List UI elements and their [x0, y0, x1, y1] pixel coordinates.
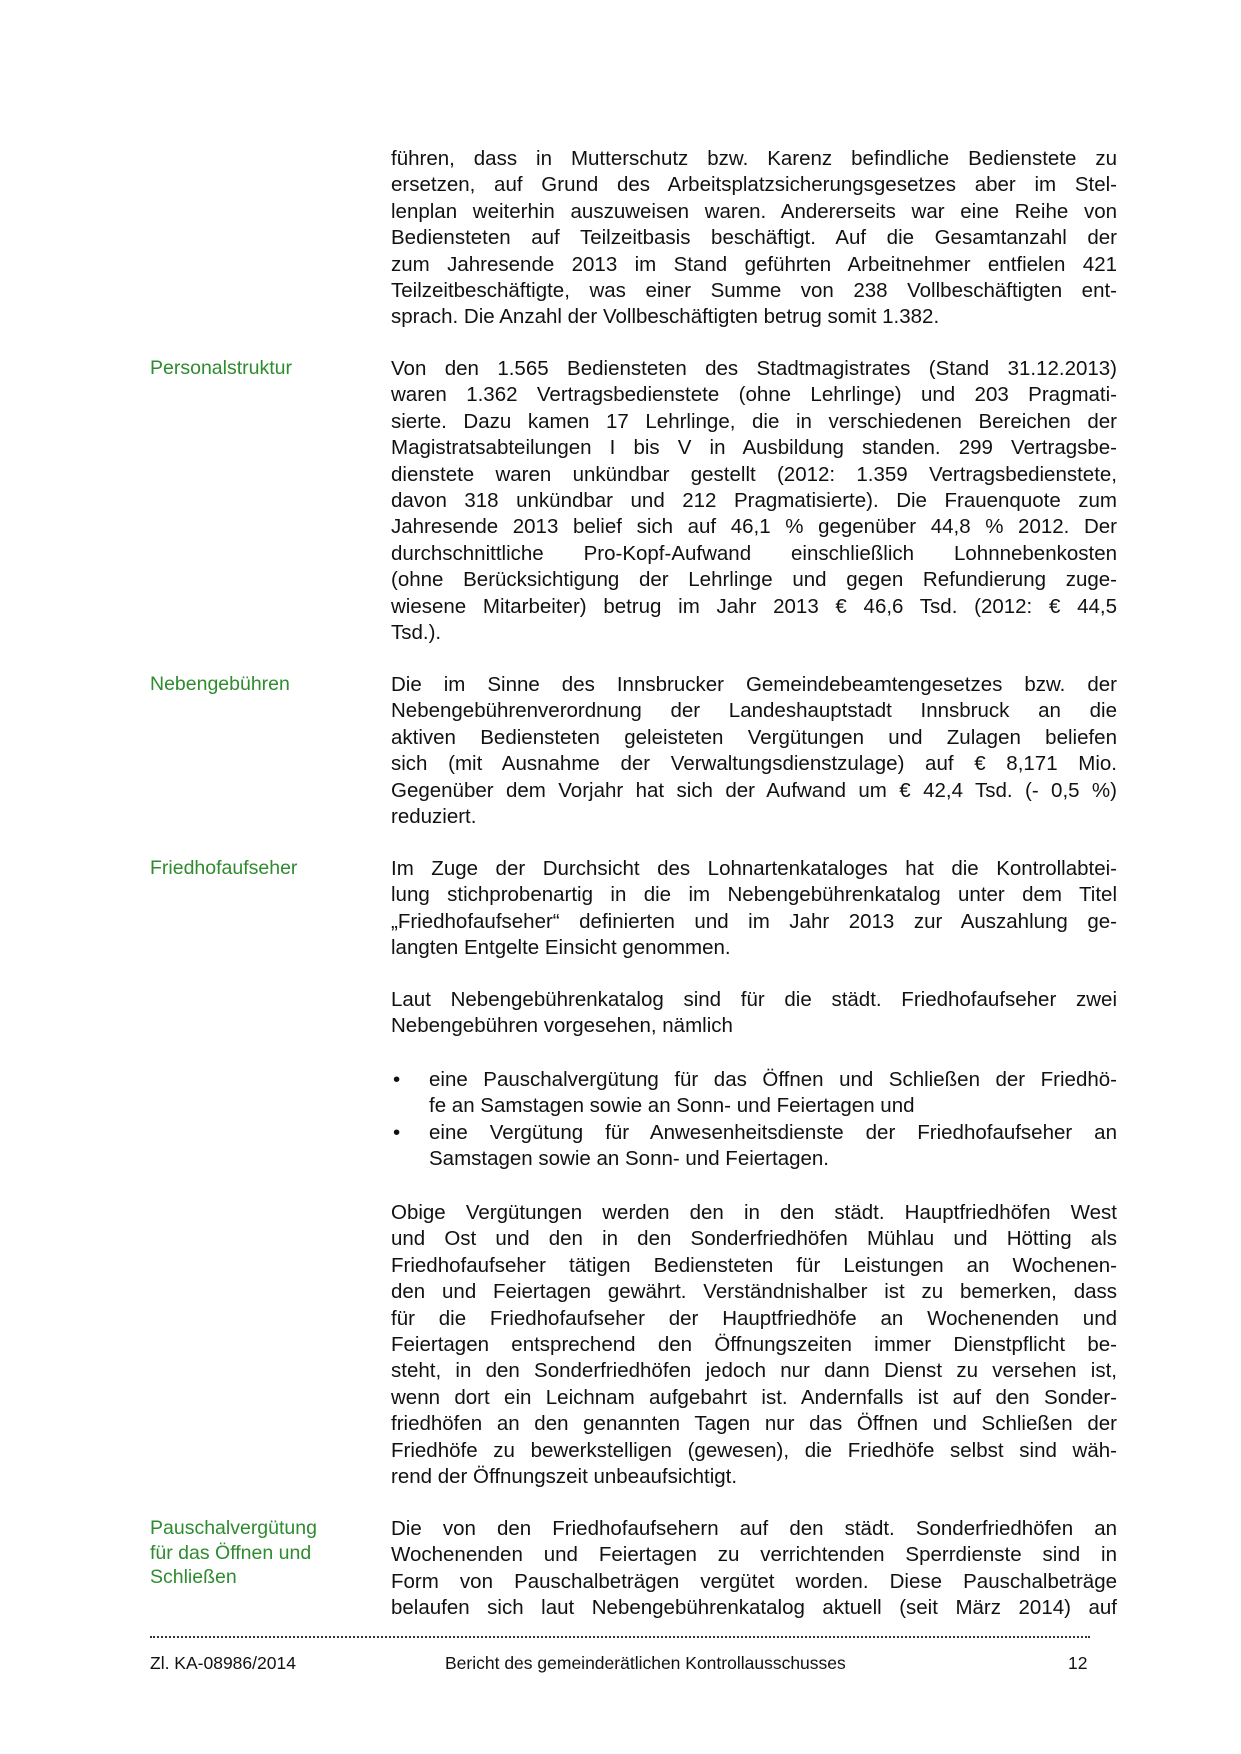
- text-line: Jahresende 2013 belief sich auf 46,1 % gegenüber 44,8 % 2012. Der: [391, 515, 1117, 539]
- side-label-line: für das Öffnen und: [150, 1541, 312, 1564]
- list-item: [391, 1120, 1117, 1173]
- text-line: wiesene Mitarbeiter) betrug im Jahr 2013 € 46,6 Tsd. (2012: € 44,5: [391, 594, 1117, 618]
- text-line: Samstagen sowie an Sonn- und Feiertagen.: [429, 1147, 830, 1171]
- text-line: Die im Sinne des Innsbrucker Gemeindebeamtengesetzes bzw. der: [391, 673, 1117, 696]
- bullet-list: [391, 1067, 1117, 1173]
- text-line: durchschnittliche Pro-Kopf-Aufwand einschließlich Lohnnebenkosten: [391, 541, 1117, 565]
- text-line: belaufen sich laut Nebengebührenkatalog aktuell (seit März 2014) auf: [391, 1596, 1117, 1620]
- side-label-nebengebuehren: Nebengebühren: [150, 673, 290, 695]
- text-line: und Ost und den in den Sonderfriedhöfen Mühlau und Hötting als: [391, 1227, 1117, 1251]
- text-line: Bediensteten auf Teilzeitbasis beschäftigt. Auf die Gesamtanzahl der: [391, 226, 1117, 250]
- text-line: fe an Samstagen sowie an Sonn- und Feiertagen und: [429, 1094, 915, 1118]
- text-line: eine Vergütung für Anwesenheitsdienste der Friedhofaufseher an: [429, 1120, 1117, 1144]
- list-item: [391, 1067, 1117, 1120]
- text-line: steht, in den Sonderfriedhöfen jedoch nur dann Dienst zu versehen ist,: [391, 1359, 1117, 1383]
- text-line: Die von den Friedhofaufsehern auf den städt. Sonderfriedhöfen an: [391, 1517, 1117, 1540]
- bullet-icon: •: [393, 1120, 401, 1144]
- paragraph-personalstruktur: [391, 356, 1117, 646]
- text-line: Magistratsabteilungen I bis V in Ausbildung standen. 299 Vertragsbe-: [391, 436, 1117, 460]
- text-line: für die Friedhofaufseher der Hauptfriedhöfe an Wochenenden und: [391, 1306, 1117, 1330]
- text-line: zum Jahresende 2013 im Stand geführten Arbeitnehmer entfielen 421: [391, 252, 1117, 276]
- side-label-pauschalverguetung: [150, 1516, 350, 1590]
- page-number: 12: [1068, 1653, 1088, 1673]
- text-line: „Friedhofaufseher“ definierten und im Jahr 2013 zur Auszahlung ge-: [391, 909, 1117, 933]
- text-line: friedhöfen an den genannten Tagen nur das Öffnen und Schließen der: [391, 1412, 1117, 1436]
- text-line: rend der Öffnungszeit unbeaufsichtigt.: [391, 1465, 738, 1489]
- paragraph-friedhofaufseher-3: [391, 1200, 1117, 1490]
- text-line: wenn dort ein Leichnam aufgebahrt ist. Andernfalls ist auf den Sonder-: [391, 1385, 1117, 1409]
- text-line: dienstete waren unkündbar gestellt (2012: 1.359 Vertragsbedienstete,: [391, 462, 1117, 486]
- text-line: Nebengebührenverordnung der Landeshauptstadt Innsbruck an die: [391, 699, 1117, 723]
- text-line: Tsd.).: [391, 621, 442, 645]
- text-line: Teilzeitbeschäftigte, was einer Summe von 238 Vollbeschäftigten ent-: [391, 279, 1117, 303]
- footer-title: Bericht des gemeinderätlichen Kontrollausschusses: [445, 1653, 846, 1673]
- text-line: (ohne Berücksichtigung der Lehrlinge und gegen Refundierung zuge-: [391, 568, 1117, 592]
- text-line: Im Zuge der Durchsicht des Lohnartenkataloges hat die Kontrollabtei-: [391, 857, 1117, 880]
- text-line: ersetzen, auf Grund des Arbeitsplatzsicherungsgesetzes aber im Stel-: [391, 173, 1117, 197]
- side-label-friedhofaufseher: Friedhofaufseher: [150, 857, 298, 879]
- text-line: davon 318 unkündbar und 212 Pragmatisierte). Die Frauenquote zum: [391, 489, 1117, 513]
- paragraph-friedhofaufseher-2: [391, 987, 1117, 1040]
- text-line: Obige Vergütungen werden den in den städt. Hauptfriedhöfen West: [391, 1201, 1117, 1224]
- text-line: Form von Pauschalbeträgen vergütet worden. Diese Pauschalbeträge: [391, 1569, 1117, 1593]
- text-line: sich (mit Ausnahme der Verwaltungsdienstzulage) auf € 8,171 Mio.: [391, 752, 1117, 776]
- text-line: Von den 1.565 Bediensteten des Stadtmagistrates (Stand 31.12.2013): [391, 357, 1117, 380]
- text-line: sierte. Dazu kamen 17 Lehrlinge, die in verschiedenen Bereichen der: [391, 409, 1117, 433]
- text-line: waren 1.362 Vertragsbedienstete (ohne Lehrlinge) und 203 Pragmati-: [391, 383, 1117, 407]
- text-line: den und Feiertagen gewährt. Verständnishalber ist zu bemerken, dass: [391, 1280, 1117, 1304]
- paragraph-friedhofaufseher-1: [391, 856, 1117, 962]
- text-line: langten Entgelte Einsicht genommen.: [391, 936, 731, 960]
- text-line: führen, dass in Mutterschutz bzw. Karenz befindliche Bedienstete zu: [391, 147, 1117, 170]
- side-label-line: Pauschalvergütung: [150, 1517, 317, 1539]
- text-line: Friedhofaufseher tätigen Bediensteten für Leistungen an Wochenen-: [391, 1253, 1117, 1277]
- bullet-icon: •: [393, 1068, 401, 1091]
- text-line: reduziert.: [391, 805, 477, 829]
- text-line: aktiven Bediensteten geleisteten Vergütungen und Zulagen beliefen: [391, 725, 1117, 749]
- paragraph-continuation: [391, 146, 1117, 331]
- side-label-personalstruktur: Personalstruktur: [150, 357, 292, 379]
- footer-reference: Zl. KA-08986/2014: [150, 1653, 296, 1673]
- text-line: lung stichprobenartig in die im Nebengebührenkatalog unter dem Titel: [391, 883, 1117, 907]
- text-line: Laut Nebengebührenkatalog sind für die städt. Friedhofaufseher zwei: [391, 988, 1117, 1011]
- text-line: Nebengebühren vorgesehen, nämlich: [391, 1014, 733, 1038]
- text-line: Feiertagen entsprechend den Öffnungszeiten immer Dienstpflicht be-: [391, 1333, 1117, 1357]
- paragraph-nebengebuehren: [391, 672, 1117, 830]
- text-line: Gegenüber dem Vorjahr hat sich der Aufwand um € 42,4 Tsd. (- 0,5 %): [391, 778, 1117, 802]
- text-line: Wochenenden und Feiertagen zu verrichtenden Sperrdienste sind in: [391, 1543, 1117, 1567]
- text-line: lenplan weiterhin auszuweisen waren. Andererseits war eine Reihe von: [391, 199, 1117, 223]
- side-label-line: Schließen: [150, 1566, 237, 1588]
- footer-divider: [150, 1636, 1090, 1638]
- text-line: sprach. Die Anzahl der Vollbeschäftigten betrug somit 1.382.: [391, 305, 940, 329]
- text-line: Friedhöfe zu bewerkstelligen (gewesen), die Friedhöfe selbst sind wäh-: [391, 1438, 1117, 1462]
- paragraph-pauschalverguetung: [391, 1516, 1117, 1622]
- text-line: eine Pauschalvergütung für das Öffnen und Schließen der Friedhö-: [429, 1068, 1117, 1091]
